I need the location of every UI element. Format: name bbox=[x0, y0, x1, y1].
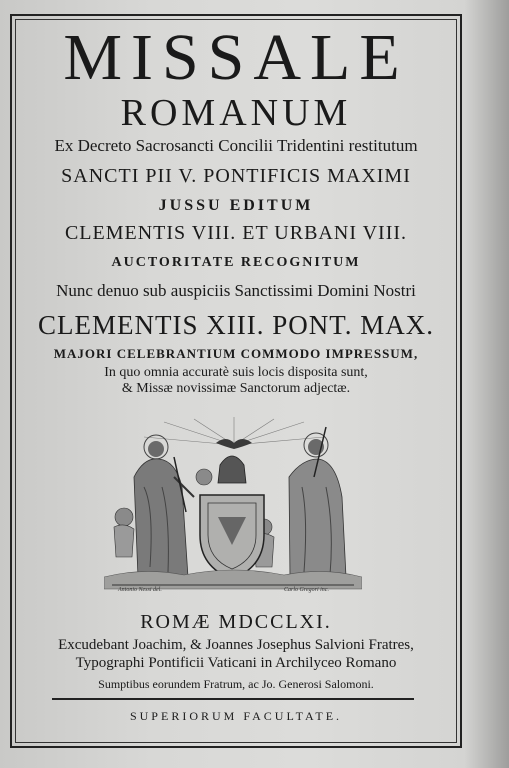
clement13-line: CLEMENTIS XIII. PONT. MAX. bbox=[38, 310, 434, 340]
permission-line: SUPERIORUM FACULTATE. bbox=[129, 709, 343, 723]
jussu-line: JUSSU EDITUM bbox=[158, 197, 314, 214]
typographi-line: Typographi Pontificii Vaticani in Archilyceo Romano bbox=[75, 655, 397, 671]
nunc-line: Nunc denuo sub auspiciis Sanctissimi Domini Nostri bbox=[56, 281, 416, 300]
sumptibus-line: Sumptibus eorundem Fratrum, ac Jo. Generosi Salomoni. bbox=[98, 677, 374, 691]
in-quo-line: In quo omnia accuratè suis locis disposita sunt, bbox=[104, 365, 368, 380]
page-edge-shadow bbox=[464, 0, 509, 768]
decree-line: Ex Decreto Sacrosancti Concilii Tridentini restitutum bbox=[54, 136, 418, 155]
missae-line: & Missæ novissimæ Sanctorum adjectæ. bbox=[121, 381, 351, 396]
clement-urban-line: CLEMENTIS VIII. ET URBANI VIII. bbox=[64, 222, 408, 244]
place-date-line: ROMÆ MDCCLXI. bbox=[140, 611, 332, 633]
printers-line: Excudebant Joachim, & Joannes Josephus Salvioni Fratres, bbox=[58, 637, 414, 653]
subtitle: ROMANUM bbox=[120, 92, 352, 134]
pius-line: SANCTI PII V. PONTIFICIS MAXIMI bbox=[61, 165, 411, 187]
tiara-icon bbox=[218, 456, 246, 483]
engraving-illustration bbox=[104, 417, 362, 600]
auctoritate-line: AUCTORITATE RECOGNITUM bbox=[111, 255, 361, 270]
main-title: MISSALE bbox=[63, 21, 409, 94]
engraving-credit-left: Antonio Nessi del. bbox=[118, 587, 162, 593]
divider-rule bbox=[52, 698, 414, 700]
majori-line: MAJORI CELEBRANTIUM COMMODO IMPRESSUM, bbox=[53, 346, 419, 361]
engraving-credit-right: Carlo Gregori inc. bbox=[284, 587, 329, 593]
